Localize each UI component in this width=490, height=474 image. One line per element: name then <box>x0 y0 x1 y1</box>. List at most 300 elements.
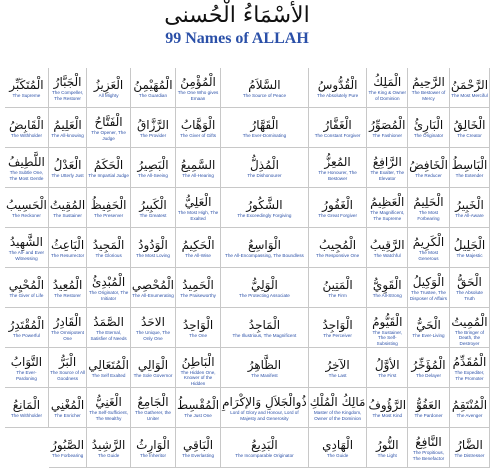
english-meaning: The Reckoner <box>12 212 41 218</box>
english-meaning: The Guide <box>326 452 349 458</box>
arabic-name: الْبَدِيعُ <box>251 437 278 452</box>
arabic-name: الْعَظِيمُ <box>370 195 405 210</box>
english-meaning: The Everlasting <box>182 452 215 458</box>
name-cell <box>367 108 408 148</box>
arabic-name: الْمَلِكُ <box>373 75 402 90</box>
english-meaning: The Glorious <box>95 252 122 258</box>
arabic-name: الْخَالِقُ <box>453 117 486 132</box>
english-meaning: The Source of Peace <box>242 92 286 98</box>
arabic-name: الْمُنْتَقِمُ <box>451 397 488 412</box>
english-meaning: The Originator <box>413 132 444 138</box>
name-cell <box>5 228 49 268</box>
arabic-name: الْوَكِيلُ <box>412 275 445 290</box>
name-cell <box>49 228 87 268</box>
english-meaning: The Most High, The Exalted <box>177 210 219 221</box>
arabic-name: الْمَجِيدُ <box>92 237 125 252</box>
arabic-name: المُعِزُّ <box>324 155 351 170</box>
english-meaning: The Gatherer, the Uniter <box>134 410 171 421</box>
english-meaning: The Sustainer <box>53 212 82 218</box>
name-cell <box>5 108 49 148</box>
english-meaning: Master of the Kingdom, Owner of the Dominion <box>313 410 362 421</box>
name-cell <box>367 388 408 428</box>
english-meaning: The Subtle One, The Most Gentle <box>9 170 44 181</box>
english-meaning: The Honourer, The Bestower <box>318 170 357 181</box>
english-meaning: The Ever-Dominating <box>242 132 287 138</box>
english-meaning: The Pardoner <box>414 412 443 418</box>
english-meaning: The Perceiver <box>323 332 352 338</box>
english-meaning: The Most Generous <box>418 250 439 261</box>
english-meaning: Lord of Glory and Honour, Lord of Majesty and Generosity <box>230 410 299 421</box>
english-meaning: The Forbearing <box>51 452 84 458</box>
arabic-name: الْبَاقِي <box>183 437 214 452</box>
name-cell <box>87 268 131 308</box>
name-cell <box>408 108 450 148</box>
name-cell <box>450 68 490 108</box>
english-meaning: The Fashioner <box>372 132 403 138</box>
name-cell <box>450 268 490 308</box>
english-meaning: The Sole Governor <box>133 372 173 378</box>
arabic-name: المُقِيتُ <box>49 197 86 212</box>
name-cell <box>176 188 221 228</box>
name-cell <box>450 308 490 348</box>
english-meaning: The Expediter, The Promoter <box>454 370 485 381</box>
name-cell <box>408 428 450 468</box>
name-cell <box>5 428 49 468</box>
name-cell <box>49 188 87 228</box>
name-cell <box>221 68 309 108</box>
name-cell <box>309 428 368 468</box>
english-meaning: The Absolutely Pure <box>317 92 359 98</box>
name-cell <box>176 428 221 468</box>
arabic-name: الْكَرِيمُ <box>412 235 445 250</box>
name-cell <box>408 68 450 108</box>
arabic-name: الْخَافِضُ <box>409 157 448 172</box>
arabic-name: النُّورُ <box>375 437 399 452</box>
english-meaning: The All-Hearing <box>182 172 214 178</box>
name-cell <box>5 68 49 108</box>
arabic-name: العَفُوُّ <box>415 397 442 412</box>
english-meaning: The Distresser <box>454 452 485 458</box>
arabic-name: الْبَاسِطُ <box>451 157 488 172</box>
english-meaning: The Self Exalted <box>91 372 126 378</box>
name-cell <box>309 308 368 348</box>
arabic-title: الأسْمَاءُ الْحُسنى <box>164 3 310 28</box>
name-cell <box>221 108 309 148</box>
arabic-name: الرَّقِيبُ <box>369 237 405 252</box>
arabic-name: مَالِكُ الْمُلْكِ <box>309 395 366 410</box>
english-meaning: The Withholder <box>10 412 42 418</box>
name-cell <box>87 228 131 268</box>
name-cell <box>309 148 368 188</box>
english-meaning: The Resurrector <box>50 252 85 258</box>
name-cell <box>221 348 309 388</box>
english-meaning: The Most Forbearing <box>417 210 440 221</box>
name-cell <box>5 268 49 308</box>
name-cell <box>309 188 368 228</box>
name-cell <box>221 388 309 428</box>
arabic-name: الْمُجِيبُ <box>319 237 357 252</box>
name-cell <box>450 388 490 428</box>
english-meaning: The Trustee, The Disposer of Affairs <box>409 290 448 301</box>
english-meaning: The Most Loving <box>135 252 170 258</box>
english-meaning: The All-Enumerating <box>132 292 174 298</box>
english-meaning: The One Who gives Emaan <box>177 90 219 101</box>
arabic-name: الْوَاحِدُ <box>182 317 214 332</box>
name-cell <box>309 268 368 308</box>
english-meaning: The Responsive One <box>316 252 360 258</box>
arabic-name: الْبَارِئُ <box>413 117 444 132</box>
english-meaning: All Mighty <box>98 92 119 98</box>
name-cell <box>87 68 131 108</box>
english-meaning: The Praiseworthy <box>180 292 216 298</box>
arabic-name: الْوَاسِعُ <box>247 237 281 252</box>
name-cell <box>408 268 450 308</box>
english-meaning: The Incomparable Originator <box>235 452 294 458</box>
english-meaning: The Originator, The Initiator <box>88 290 129 301</box>
name-cell <box>309 388 368 428</box>
english-meaning: The Ever-Pardoning <box>15 370 37 381</box>
name-cell <box>176 228 221 268</box>
arabic-name: الْمُهَيْمِنُ <box>133 77 173 92</box>
english-meaning: The Exalter, The Elevator <box>370 170 405 181</box>
name-cell <box>367 148 408 188</box>
arabic-name: الْحَلِيمُ <box>413 195 444 210</box>
name-cell <box>5 348 49 388</box>
name-cell <box>450 188 490 228</box>
english-meaning: The Utterly Just <box>51 172 84 178</box>
name-cell <box>408 188 450 228</box>
arabic-name: الْوَهَّابُ <box>180 117 216 132</box>
arabic-name: الشَّكُورُ <box>246 197 283 212</box>
name-cell <box>131 388 176 428</box>
english-meaning: The Most Merciful <box>451 92 488 98</box>
english-meaning: The Preserver <box>94 212 124 218</box>
arabic-name: الرَّشِيدُ <box>91 437 126 452</box>
name-cell <box>367 188 408 228</box>
arabic-name: الصَّبُورُ <box>51 437 85 452</box>
name-cell <box>87 428 131 468</box>
english-meaning: The Enricher <box>54 412 81 418</box>
english-meaning: The One <box>189 332 207 338</box>
arabic-name: الْحَكِيمُ <box>181 237 215 252</box>
arabic-name: الْمُتَعَالِي <box>88 357 129 372</box>
arabic-name: الْحَفِيظُ <box>90 197 127 212</box>
name-cell <box>49 388 87 428</box>
english-meaning: The Just One <box>184 412 212 418</box>
name-cell <box>131 268 176 308</box>
arabic-name: الْمُحْصِي <box>131 277 175 292</box>
english-meaning: The Great Forgiver <box>318 212 357 218</box>
english-meaning: The Protecting Associate <box>239 292 290 298</box>
name-cell <box>450 228 490 268</box>
arabic-name: الْعَدْلُ <box>53 157 82 172</box>
english-meaning: The All-knowing <box>51 132 84 138</box>
name-cell <box>131 188 176 228</box>
name-cell <box>49 348 87 388</box>
arabic-name: الْحَقُّ <box>457 275 482 290</box>
names-grid <box>5 68 489 468</box>
english-meaning: The Most Kind <box>372 412 403 418</box>
name-cell <box>309 348 368 388</box>
name-cell <box>408 308 450 348</box>
english-meaning: The All- and Ever Witnessing <box>8 250 45 261</box>
english-meaning: The Withholder <box>10 132 42 138</box>
arabic-name: الْقَابِضُ <box>9 117 44 132</box>
arabic-name: الْوَارِثُ <box>136 437 170 452</box>
arabic-name: الْمَتِينُ <box>322 277 353 292</box>
name-cell <box>49 148 87 188</box>
name-cell <box>221 428 309 468</box>
arabic-name: الْمُعِيدُ <box>52 277 83 292</box>
arabic-name: الْبَاطِنُ <box>181 355 215 369</box>
english-meaning: The Absolute Truth <box>456 290 483 301</box>
name-cell <box>49 428 87 468</box>
arabic-name: الْقَوِيُّ <box>372 277 402 292</box>
english-meaning: The Magnificent, The Supreme <box>370 210 405 221</box>
english-meaning: The Firm <box>328 292 347 298</box>
english-meaning: The Last <box>328 372 347 378</box>
english-meaning: The Dishonourer <box>247 172 282 178</box>
english-meaning: The All-Wise <box>185 252 211 258</box>
name-cell <box>450 148 490 188</box>
name-cell <box>408 228 450 268</box>
name-cell <box>221 188 309 228</box>
arabic-name: الرَّزَّاقُ <box>136 117 169 132</box>
arabic-name: الرَّافِعُ <box>372 155 402 170</box>
english-meaning: The Eternal, Satisfier of Needs <box>90 330 127 341</box>
name-cell <box>176 68 221 108</box>
arabic-name: الْعَزِيزُ <box>93 77 124 92</box>
english-meaning: The Bestower of Mercy <box>411 90 446 101</box>
name-cell <box>87 108 131 148</box>
english-meaning: The Guide <box>97 452 120 458</box>
english-meaning: The Guardian <box>138 92 168 98</box>
arabic-name: الْعَلِيمُ <box>53 117 82 132</box>
english-meaning: The All-Seeing <box>138 172 168 178</box>
english-meaning: The Source of All Goodness <box>50 370 86 381</box>
english-meaning: The Impartial Judge <box>88 172 129 178</box>
name-cell <box>309 108 368 148</box>
name-cell <box>408 388 450 428</box>
name-cell <box>450 348 490 388</box>
arabic-name: الْبَرُّ <box>58 355 77 370</box>
english-meaning: The Majestic <box>456 252 483 258</box>
name-cell <box>131 348 176 388</box>
english-meaning: The Constant Forgiver <box>314 132 361 138</box>
arabic-name: الْوَالِي <box>137 357 169 372</box>
arabic-name: الْقَادِرُ <box>53 315 82 330</box>
arabic-name: الْقَهَّارُ <box>250 117 279 132</box>
name-cell <box>5 308 49 348</box>
arabic-name: الْمُؤَخِّرُ <box>411 357 446 372</box>
page-header <box>0 2 474 62</box>
arabic-name: الْوَاجِدُ <box>322 317 353 332</box>
arabic-name: ذُوالْجَلاَلِ وَالإكْرَامِ <box>222 395 307 410</box>
arabic-name: الْعَلِيُّ <box>184 195 212 210</box>
name-cell <box>131 228 176 268</box>
name-cell <box>5 148 49 188</box>
name-cell <box>131 428 176 468</box>
english-meaning: The Ever-Living <box>412 332 445 338</box>
arabic-name: الظَّاهِرُ <box>247 357 282 372</box>
arabic-name: السَّلاَمُ <box>248 77 281 92</box>
english-meaning: The Greatest <box>139 212 167 218</box>
arabic-name: الْمُؤْمِنُ <box>180 75 216 90</box>
name-cell <box>49 308 87 348</box>
arabic-name: الْقُدُّوسُ <box>317 77 358 92</box>
arabic-name: الْمَاجِدُ <box>248 317 281 332</box>
name-cell <box>450 428 490 468</box>
arabic-name: الْمَانِعُ <box>12 397 41 412</box>
arabic-name: الْخَبِيرُ <box>455 197 484 212</box>
name-cell <box>450 108 490 148</box>
english-meaning: The Propitious, The Benefactor <box>412 450 445 461</box>
english-meaning: The Illustrious, The Magnificent <box>232 332 297 338</box>
arabic-name: الرَّحْمَنُ <box>450 77 489 92</box>
name-cell <box>176 348 221 388</box>
english-meaning: The Provider <box>139 132 167 138</box>
arabic-name: الرَّحِيمُ <box>412 75 445 90</box>
arabic-name: الْمُقَدِّمُ <box>452 355 487 370</box>
english-meaning: The Unique, The Only One <box>135 330 171 341</box>
arabic-name: الْغَفُورُ <box>322 197 354 212</box>
name-cell <box>367 348 408 388</box>
arabic-name: الْوَلِيُّ <box>251 277 278 292</box>
name-cell <box>87 148 131 188</box>
arabic-name: الْكَبِيرُ <box>139 197 167 212</box>
english-meaning: The Giver of Gifts <box>180 132 217 138</box>
english-meaning: The Powerful <box>12 332 40 338</box>
name-cell <box>221 268 309 308</box>
arabic-name: الْمُتَكَبِّر <box>9 77 44 92</box>
english-meaning: The Extender <box>455 172 484 178</box>
english-meaning: The Restorer <box>54 292 81 298</box>
english-meaning: The All-Encompassing, The Boundless <box>225 252 304 258</box>
name-cell <box>49 68 87 108</box>
arabic-name: الْحَيُّ <box>416 317 441 332</box>
name-cell <box>408 348 450 388</box>
english-meaning: The Giver of Life <box>9 292 44 298</box>
english-meaning: The Hidden One, Knower of the Hidden <box>180 370 216 386</box>
name-cell <box>131 148 176 188</box>
name-cell <box>131 308 176 348</box>
english-meaning: The First <box>378 372 397 378</box>
name-cell <box>309 228 368 268</box>
arabic-name: الْمُقْتَدِرُ <box>8 317 45 332</box>
arabic-name: الاحَدُ <box>141 315 165 330</box>
name-cell <box>49 108 87 148</box>
name-cell <box>176 308 221 348</box>
arabic-name: الْمُحْيِي <box>8 277 45 292</box>
name-cell <box>367 308 408 348</box>
english-meaning: The Light <box>377 452 397 458</box>
english-meaning: The Creator <box>457 132 482 138</box>
name-cell <box>367 68 408 108</box>
english-meaning: The All-Aware <box>455 212 484 218</box>
name-cell <box>5 388 49 428</box>
name-cell <box>408 148 450 188</box>
arabic-name: النَّافِعُ <box>415 435 442 450</box>
arabic-name: الْجَامِعُ <box>137 395 169 410</box>
arabic-name: الْحَكَمُ <box>93 157 124 172</box>
name-cell <box>87 188 131 228</box>
name-cell <box>221 228 309 268</box>
name-cell <box>176 108 221 148</box>
arabic-name: الْمُبْدِئُ <box>91 275 126 290</box>
arabic-name: الرَّؤُوفُ <box>368 397 407 412</box>
arabic-name: الْغَنِيُّ <box>95 395 122 410</box>
english-title: 99 Names of ALLAH <box>165 30 309 47</box>
arabic-name: الْفَتَّاحُ <box>94 115 123 130</box>
arabic-name: الْمُصَوِّرُ <box>369 117 406 132</box>
arabic-name: الْوَدُودُ <box>138 237 168 252</box>
arabic-name: الْبَصِيرُ <box>137 157 169 172</box>
arabic-name: الْمُقْسِطُ <box>177 397 220 412</box>
arabic-name: الْمُذِلُّ <box>249 157 279 172</box>
english-meaning: The Opener, The Judge <box>91 130 126 141</box>
name-cell <box>49 268 87 308</box>
arabic-name: الضَّارُ <box>456 437 483 452</box>
english-meaning: The All-Strong <box>372 292 402 298</box>
arabic-name: الْمُمِيتُ <box>451 315 488 329</box>
english-meaning: The King & Owner of Dominion <box>368 90 407 101</box>
arabic-name: الأوَّلُ <box>374 357 400 372</box>
arabic-name: التَّوَابُ <box>10 355 43 370</box>
name-cell <box>131 108 176 148</box>
arabic-name: الْحَسِيبُ <box>6 197 47 212</box>
arabic-name: الصَّمَدُ <box>93 315 124 330</box>
arabic-name: الْغَفَّارُ <box>323 117 352 132</box>
english-meaning: The Self-Sufficient, The Wealthy <box>89 410 128 421</box>
english-meaning: The Omnipotent One <box>51 330 85 341</box>
name-cell <box>87 388 131 428</box>
arabic-name: الآخِرُ <box>325 357 350 372</box>
arabic-name: اللَّطِيفُ <box>8 155 45 170</box>
name-cell <box>87 308 131 348</box>
arabic-name: الْجَبَّارُ <box>53 75 82 90</box>
name-cell <box>176 148 221 188</box>
english-meaning: The Delayer <box>415 372 442 378</box>
arabic-name: الْهَادِي <box>322 437 354 452</box>
name-cell <box>221 308 309 348</box>
english-meaning: The Avenger <box>456 412 483 418</box>
english-meaning: The Manifest <box>251 372 278 378</box>
name-cell <box>367 268 408 308</box>
name-cell <box>367 428 408 468</box>
english-meaning: The Exceedingly Forgiving <box>237 212 292 218</box>
english-meaning: The Supreme <box>12 92 41 98</box>
name-cell <box>221 148 309 188</box>
english-meaning: The Inheritor <box>139 452 166 458</box>
arabic-name: الْمُغْنِي <box>50 397 85 412</box>
name-cell <box>176 388 221 428</box>
name-cell <box>131 68 176 108</box>
english-meaning: The Watchful <box>373 252 401 258</box>
english-meaning: The Reducer <box>415 172 442 178</box>
name-cell <box>87 348 131 388</box>
arabic-name: السَّمِيعُ <box>180 157 216 172</box>
arabic-name: الشَّهِيدُ <box>9 235 43 250</box>
name-cell <box>176 268 221 308</box>
name-cell <box>309 68 368 108</box>
arabic-name: الْقَيُّومُ <box>372 315 403 329</box>
name-cell <box>5 188 49 228</box>
english-meaning: The Bringer of Death, the Destroyer <box>454 330 485 346</box>
english-meaning: The Compeller, The Restorer <box>51 90 84 101</box>
english-meaning: The Sustainer, The Self-Subsisting <box>372 330 403 346</box>
name-cell <box>367 228 408 268</box>
arabic-name: الْحَمِيدُ <box>182 277 214 292</box>
